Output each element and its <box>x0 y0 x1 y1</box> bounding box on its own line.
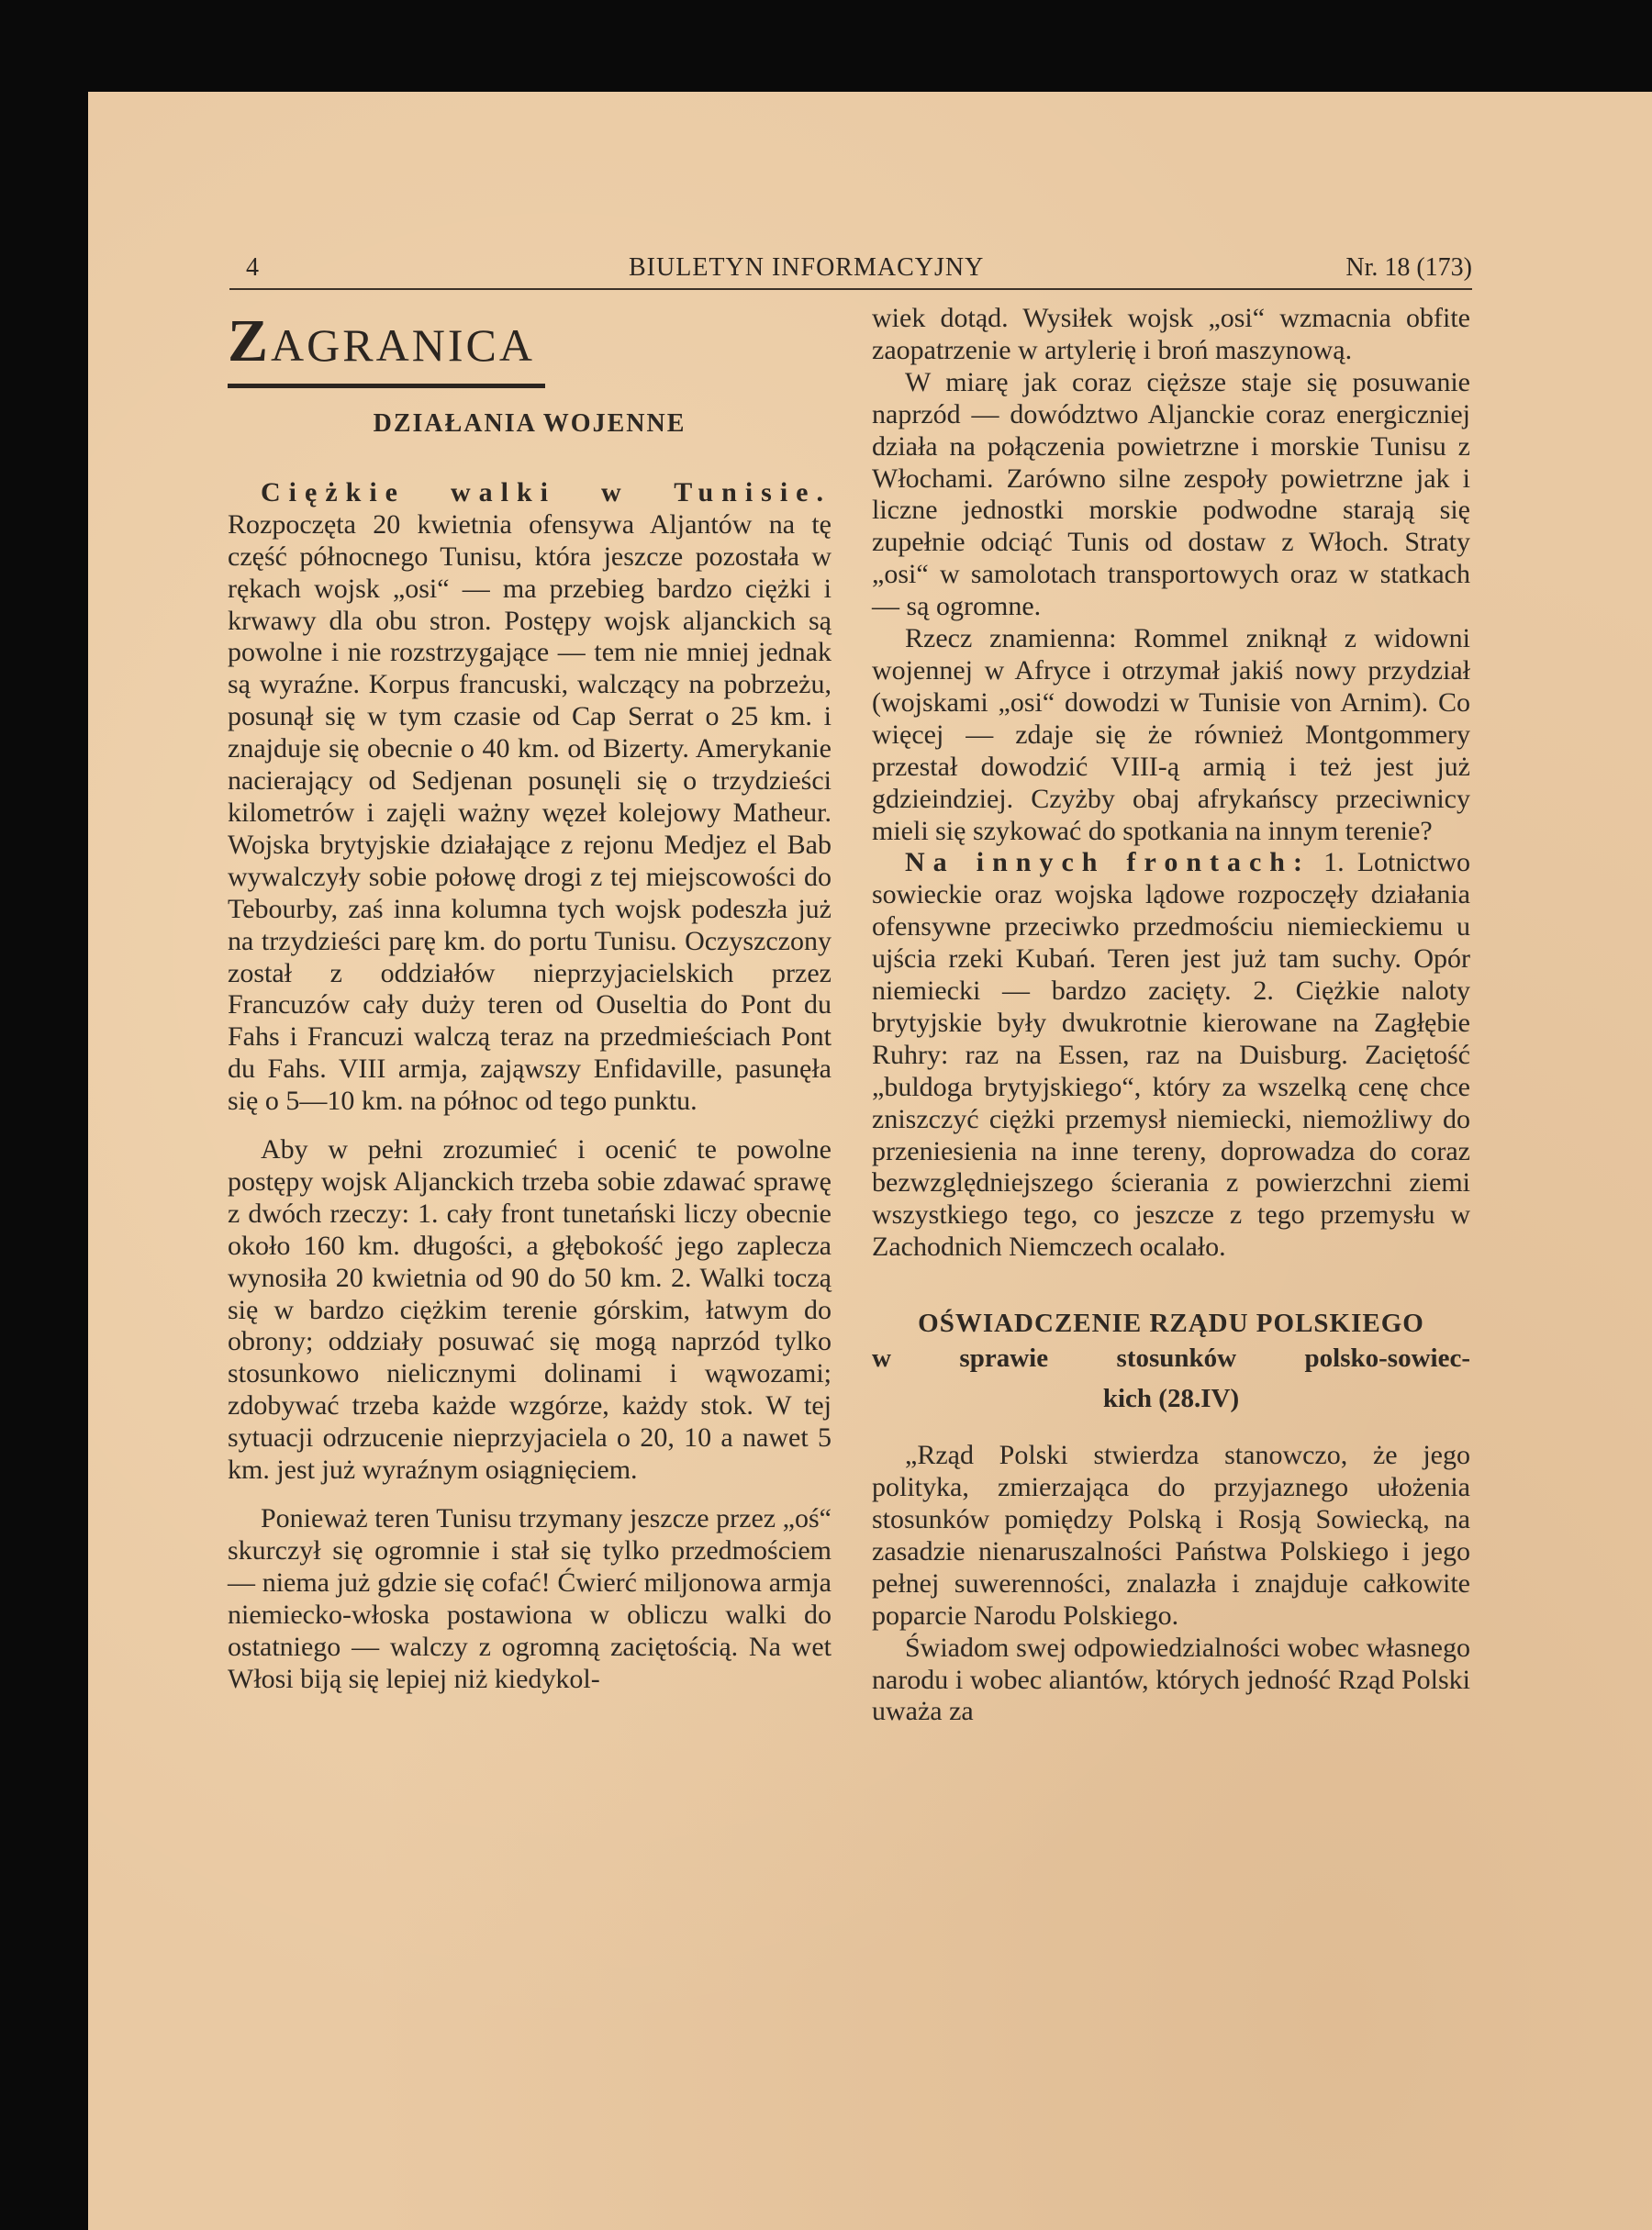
paragraph: Aby w pełni zrozumieć i ocenić te powolne postępy wojsk Aljanckich trzeba sobie zdawać sprawę z dwóch rzeczy: 1. cały front tunetański liczy obecnie około 160 km. długości, a głębokość jego zaplecza wynosiła 20 kwietnia od 90 do 50 km. 2. Walki toczą się w bardzo ciężkim terenie górskim, łatwym do obrony; oddziały posuwać się mogą naprzód tylko stosunkowo nielicznymi dolinami i wąwozami; zdobywać trzeba każde wzgórze, każdy stok. W tej sytuacji odrzucenie nieprzyjaciela o 20, 10 a nawet 5 km. jest już wyraźnym osiągnięciem. <box>228 1134 832 1486</box>
paragraph: Świadom swej odpowiedzialności wobec własnego narodu i wobec aliantów, których jedność Rząd Polski uważa za <box>872 1632 1470 1727</box>
page-header <box>229 242 1472 290</box>
declaration-heading <box>872 1306 1470 1416</box>
issue-number: Nr. 18 (173) <box>1345 253 1472 282</box>
declaration-heading-line: OŚWIADCZENIE RZĄDU POLSKIEGO <box>918 1309 1424 1339</box>
page-number: 4 <box>246 253 259 282</box>
paragraph <box>228 477 832 1118</box>
paragraph: W miarę jak coraz cięższe staje się posuwanie naprzód — dowództwo Aljanckie coraz energiczniej działa na połączenia powietrzne i morskie Tunisu z Włochami. Zarówno silne zespoły powietrzne jak i liczne jednostki morskie podwodne starają się zupełnie odciąć Tunis od dostaw z Włoch. Straty „osi“ w samolotach transportowych oraz w statkach — są ogromne. <box>872 366 1470 622</box>
section-title <box>228 307 545 388</box>
paragraph <box>872 847 1470 1264</box>
left-column <box>228 303 832 1695</box>
declaration-heading-line: w sprawie stosunków polsko-sowiec- <box>872 1344 1470 1374</box>
section-title-rest: AGRANICA <box>271 319 535 371</box>
paragraph-body: Rozpoczęta 20 kwietnia ofensywa Aljantów na tę część północnego Tunisu, która jeszcze pozostała w rękach wojsk „osi“ — ma przebieg bardzo ciężki i krwawy dla obu stron. Postępy wojsk aljanckich są powolne i nie rozstrzygające — tem nie mniej jednak są wyraźne. Korpus francuski, walczący na pobrzeżu, posunął się w tym czasie od Cap Serrat o 25 km. i znajduje się obecnie o 40 km. od Bizerty. Amerykanie nacierający od Sedjenan posunęli się o trzydzieści kilometrów i zajęli ważny węzeł kolejowy Matheur. Wojska brytyjskie działające z rejonu Medjez el Bab wywalczyły sobie połowę drogi z tej miejscowości do Tebourby, zaś inna kolumna tych wojsk podeszła już na trzydzieści parę km. do portu Tunisu. Oczyszczony został z oddziałów nieprzyjacielskich przez Francuzów cały duży teren od Ouseltia do Pont du Fahs i Francuzi walczą teraz na przedmieściach Pont du Fahs. VIII armja, zająwszy Enfidaville, pasunęła się o 5—10 km. na północ od tego punktu. <box>228 508 832 1117</box>
paragraph-body: 1. Lotnictwo sowieckie oraz wojska lądowe rozpoczęły działania ofensywne przeciwko przedmościu niemieckiemu u ujścia rzeki Kubań. Teren jest już tam suchy. Opór niemiecki — bardzo zacięty. 2. Ciężkie naloty brytyjskie były dwukrotnie kierowane na Zagłębie Ruhry: raz na Essen, raz na Duisburg. Zaciętość „buldoga brytyjskiego“, który za wszelką cenę chce zniszczyć ciężki przemysł niemiecki, niemożliwy do przeniesienia na inne tereny, doprowadza do coraz bezwzględniejszego ścierania z powierzchni ziemi wszystkiego tego, co jeszcze z tego przemysłu w Zachodnich Niemczech ocalało. <box>872 847 1470 1263</box>
paragraph-lead: Na innych frontach: <box>905 847 1311 878</box>
publication-title: BIULETYN INFORMACYJNY <box>629 253 985 282</box>
declaration-heading-line: kich (28.IV) <box>1102 1384 1240 1414</box>
section-subtitle: DZIAŁANIA WOJENNE <box>373 409 686 438</box>
right-column <box>872 303 1470 1728</box>
paragraph: „Rząd Polski stwierdza stanowczo, że jego polityka, zmierzająca do przyjaznego ułożenia stosunków pomiędzy Polską i Rosją Sowiecką, na zasadzie nienaruszalności Państwa Polskiego i jego pełnej suwerenności, znalazła i znajduje całkowite poparcie Narodu Polskiego. <box>872 1440 1470 1631</box>
paragraph: Ponieważ teren Tunisu trzymany jeszcze przez „oś“ skurczył się ogromnie i stał się tylko przedmościem — niema już gdzie się cofać! Ćwierć miljonowa armja niemiecko-włoska postawiona w obliczu walki do ostatniego — walczy z ogromną zaciętością. Na wet Włosi biją się lepiej niż kiedykol- <box>228 1503 832 1694</box>
paragraph: wiek dotąd. Wysiłek wojsk „osi“ wzmacnia obfite zaopatrzenie w artylerię i broń maszynową. <box>872 303 1470 365</box>
paragraph-lead: Ciężkie walki w Tunisie. <box>261 476 832 507</box>
section-title-initial: Z <box>228 307 272 374</box>
paragraph: Rzecz znamienna: Rommel zniknął z widowni wojennej w Afryce i otrzymał jakiś nowy przydział (wojskami „osi“ dowodzi w Tunisie von Arnim). Co więcej — zdaje się że również Montgommery przestał dowodzić VIII-ą armią i też jest już gdzieindziej. Czyżby obaj afrykańscy przeciwnicy mieli się szykować do spotkania na innym terenie? <box>872 623 1470 846</box>
